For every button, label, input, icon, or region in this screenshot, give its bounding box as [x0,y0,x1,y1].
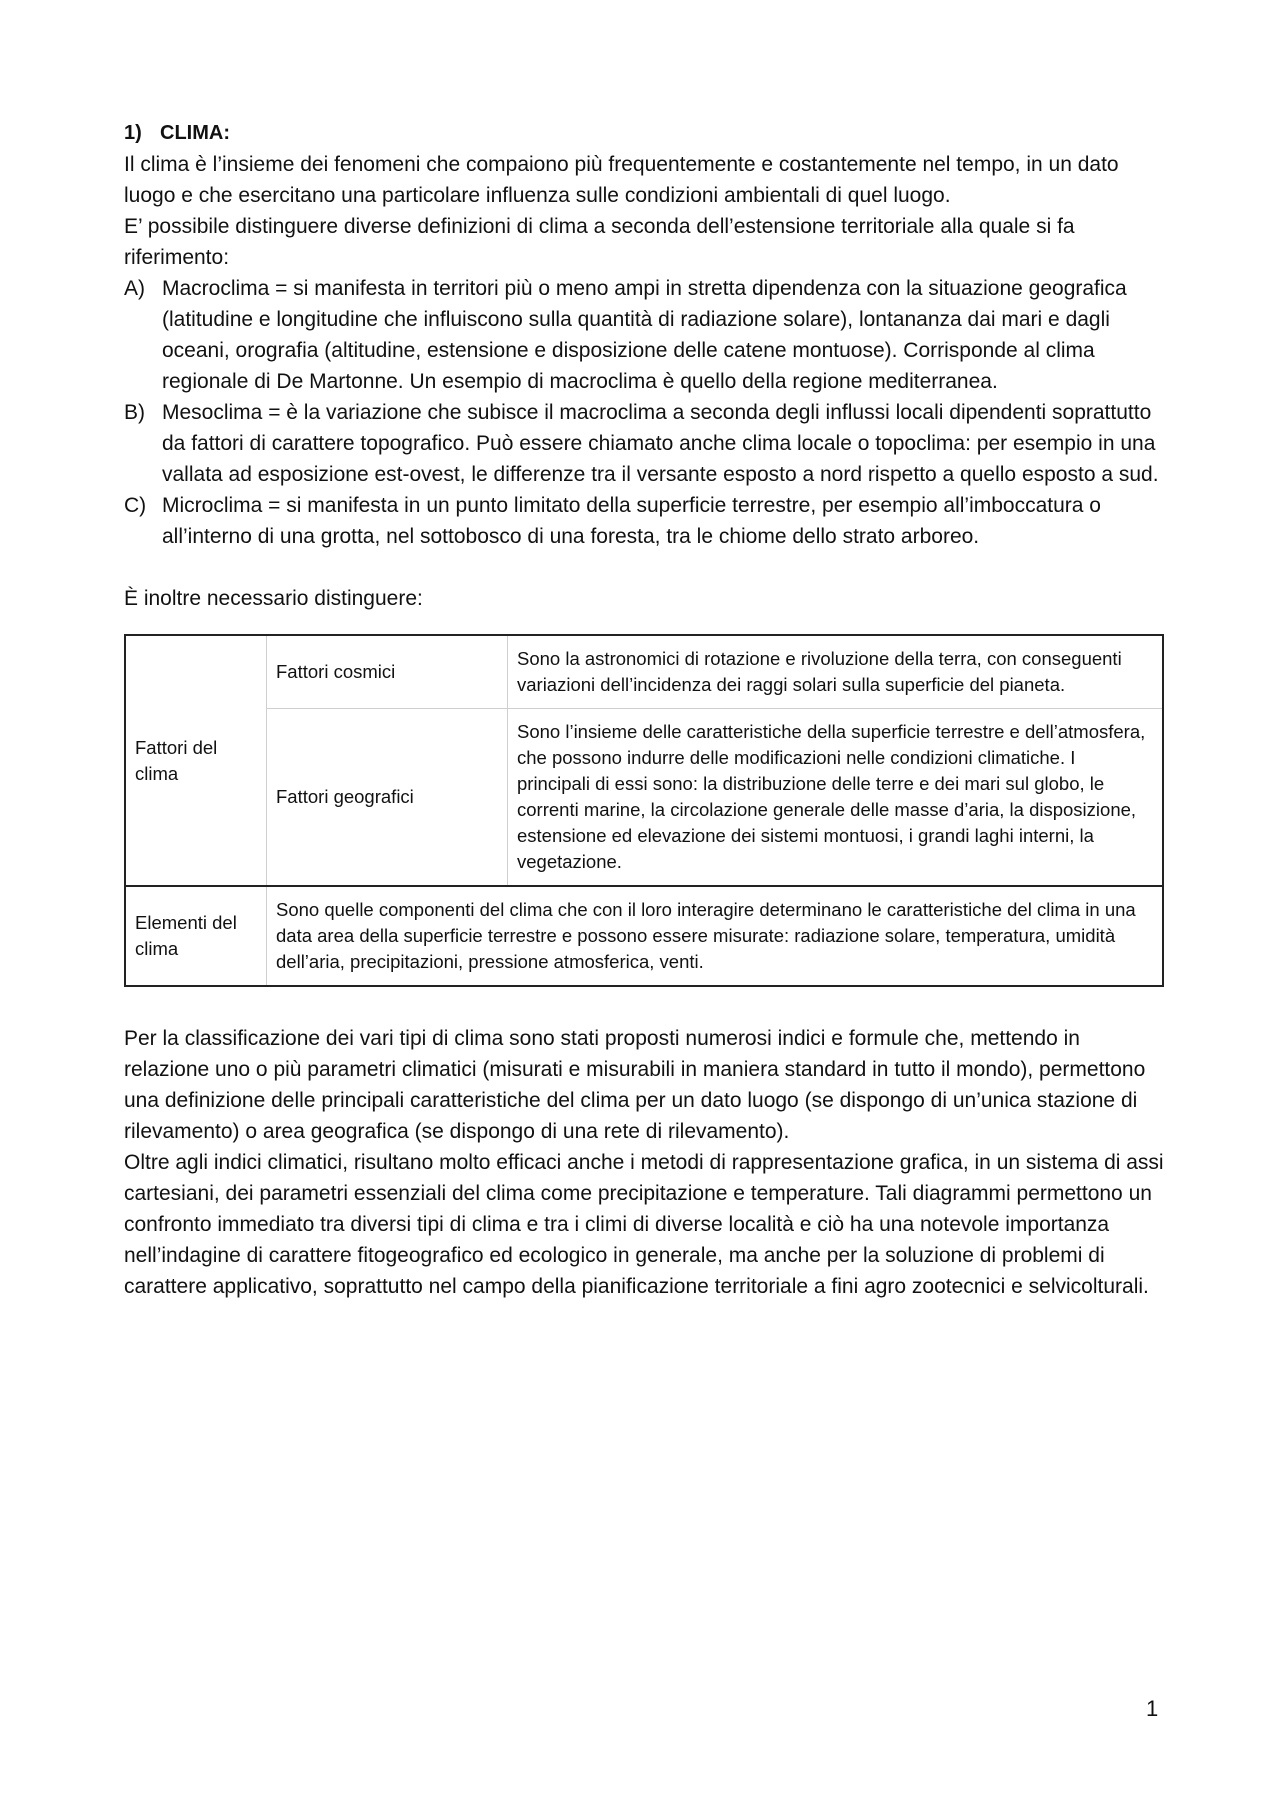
list-marker: B) [124,401,145,424]
factors-label-cell: Fattori del clima [126,636,267,886]
list-marker: C) [124,494,147,517]
intro-paragraph-1: Il clima è l’insieme dei fenomeni che compaiono più frequentemente e costantemente nel tempo, in un dato luogo e che esercitano una particolare influenza sulle condizioni ambientali di quel luogo. [124,153,1119,207]
list-item-mesoclima [124,397,1164,490]
classification-paragraph-1: Per la classificazione dei vari tipi di clima sono stati proposti numerosi indici e formule che, mettendo in relazione uno o più parametri climatici (misurati e misurabili in maniera standard in tutto il mondo), permettono una definizione delle principali caratteristiche del clima per un dato luogo (se dispongo di un’unica stazione di rilevamento) o area geografica (se dispongo di una rete di rilevamento). [124,1027,1146,1143]
classification-paragraph-2: Oltre agli indici climatici, risultano molto efficaci anche i metodi di rappresentazione grafica, in un sistema di assi cartesiani, dei parametri essenziali del clima come precipitazione e temperature. Tali diagrammi permettono un confronto immediato tra diversi tipi di clima e tra i climi di diverse località e ciò ha una notevole importanza nell’indagine di carattere fitogeografico ed ecologico in generale, ma anche per la soluzione di problemi di carattere applicativo, soprattutto nel campo della pianificazione territoriale a fini agro zootecnici e selvicolturali. [124,1151,1164,1298]
list-marker: A) [124,277,145,300]
classification-section [124,1023,1164,1302]
table-row [126,709,1162,887]
geographic-label-cell: Fattori geografici [267,709,508,887]
table-row [126,886,1162,985]
section-number: 1) [124,122,142,144]
list-item-text: Macroclima = si manifesta in territori più o meno ampi in stretta dipendenza con la situazione geografica (latitudine e longitudine che influiscono sulla quantità di radiazione solare), lontananza dai mari e dagli oceani, orografia (altitudine, estensione e disposizione delle catene montuose). Corrisponde al clima regionale di De Martonne. Un esempio di macroclima è quello della regione mediterranea. [162,277,1127,393]
list-item-microclima [124,490,1164,552]
table-row [126,636,1162,709]
list-item-text: Mesoclima = è la variazione che subisce il macroclima a seconda degli influssi locali dipendenti soprattutto da fattori di carattere topografico. Può essere chiamato anche clima locale o topoclima: per esempio in una vallata ad esposizione est-ovest, le differenze tra il versante esposto a nord rispetto a quello esposto a sud. [162,401,1159,486]
page-number: 1 [1146,1696,1159,1721]
climate-types-list [124,273,1164,552]
section-title: CLIMA: [160,122,230,144]
section-heading [124,118,1164,149]
geographic-text-cell: Sono l’insieme delle caratteristiche della superficie terrestre e dell’atmosfera, che possono indurre delle modificazioni nelle condizioni climatiche. I principali di essi sono: la distribuzione delle terre e dei mari sul globo, le correnti marine, la circolazione generale delle masse d’aria, la disposizione, estensione ed elevazione dei sistemi montuosi, i grandi laghi interni, la vegetazione. [508,709,1163,887]
cosmic-text-cell: Sono la astronomici di rotazione e rivoluzione della terra, con conseguenti variazioni dell’incidenza dei raggi solari sulla superficie del pianeta. [508,636,1163,709]
list-item-macroclima [124,273,1164,397]
climate-factors-table [124,634,1164,987]
document-page [124,118,1164,1302]
spacer [124,552,1164,583]
cosmic-label-cell: Fattori cosmici [267,636,508,709]
distinguish-text: È inoltre necessario distinguere: [124,587,423,610]
elements-text-cell: Sono quelle componenti del clima che con il loro interagire determinano le caratteristiche del clima in una data area della superficie terrestre e possono essere misurate: radiazione solare, temperatura, umidità dell’aria, precipitazioni, pressione atmosferica, venti. [267,886,1163,985]
list-item-text: Microclima = si manifesta in un punto limitato della superficie terrestre, per esempio all’imboccatura o all’interno di una grotta, nel sottobosco di una foresta, tra le chiome dello strato arboreo. [162,494,1101,548]
factors-table [126,636,1162,985]
elements-label-cell: Elementi del clima [126,886,267,985]
intro-paragraph-2: E’ possibile distinguere diverse definizioni di clima a seconda dell’estensione territoriale alla quale si fa riferimento: [124,215,1075,269]
